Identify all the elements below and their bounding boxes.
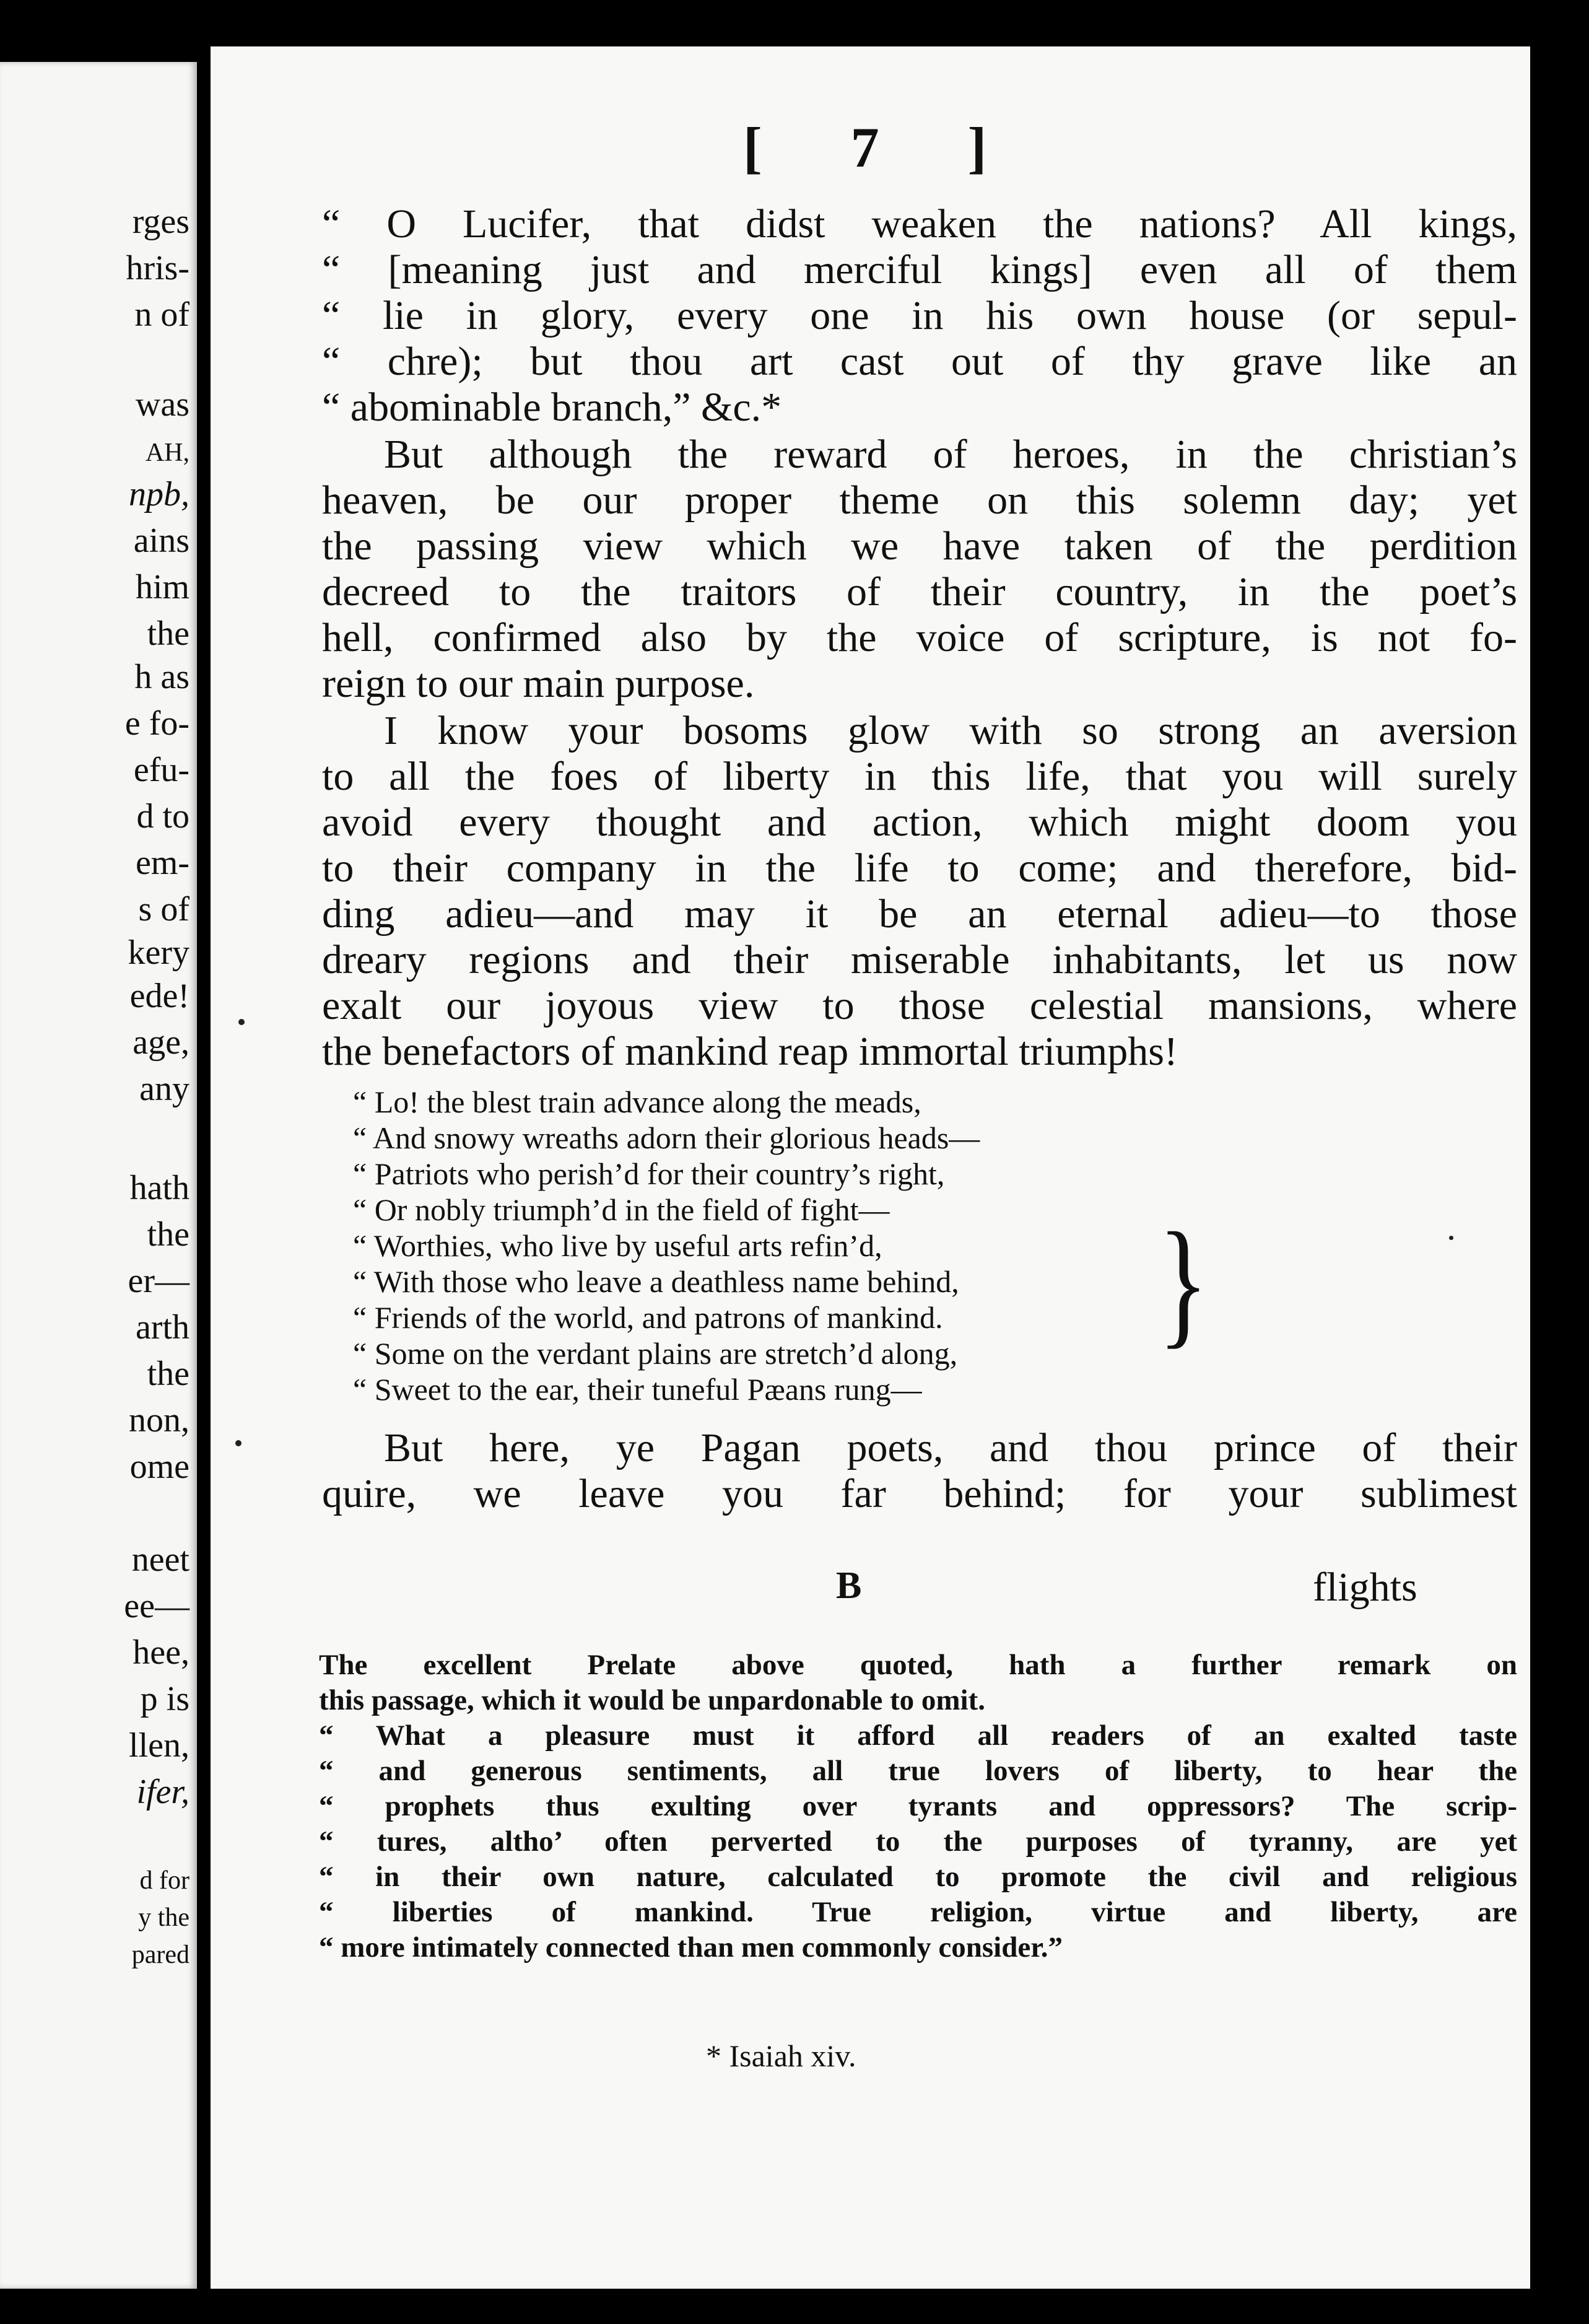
note-line: “ and generous sentiments, all true lovers of liberty, to hear the [319, 1755, 1517, 1787]
paragraph-line: dreary regions and their miserable inhabitants, let us now [322, 937, 1517, 982]
left-fragment: ifer, [136, 1773, 189, 1811]
note-line: The excellent Prelate above quoted, hath a further remark on [319, 1649, 1517, 1681]
left-fragment: kery [128, 933, 189, 972]
left-fragment: non, [129, 1401, 189, 1439]
poem-line: “ Sweet to the ear, their tuneful Pæans rung— [353, 1372, 922, 1407]
left-fragment: him [135, 568, 189, 606]
left-fragment: pared [131, 1941, 189, 1969]
catchword: flights [1313, 1565, 1417, 1610]
quote-line: “ O Lucifer, that didst weaken the nations? All kings, [322, 201, 1517, 247]
paragraph-line: hell, confirmed also by the voice of scripture, is not fo- [322, 615, 1517, 660]
poem-line: “ Patriots who perish’d for their country’s right, [353, 1156, 945, 1191]
left-fragment: the [147, 1355, 189, 1393]
paragraph-line: But although the reward of heroes, in the christian’s [384, 432, 1517, 477]
left-fragment: neet [131, 1540, 189, 1579]
left-fragment: was [135, 385, 189, 424]
left-fragment: hris- [126, 249, 189, 287]
paragraph-line: ding adieu—and may it be an eternal adieu—to those [322, 891, 1517, 937]
left-fragment: any [139, 1070, 189, 1108]
paragraph-line: quire, we leave you far behind; for your sublimest [322, 1471, 1517, 1516]
paragraph-line: exalt our joyous view to those celestial mansions, where [322, 983, 1517, 1028]
left-fragment: arth [135, 1308, 189, 1347]
left-fragment: s of [138, 890, 189, 928]
note-line: “ more intimately connected than men commonly consider.” [319, 1931, 1063, 1964]
left-fragment: age, [133, 1023, 189, 1062]
paragraph-line: I know your bosoms glow with so strong an aversion [384, 708, 1517, 753]
paragraph-line: the benefactors of mankind reap immortal triumphs! [322, 1029, 1178, 1074]
left-fragment: efu- [133, 751, 189, 789]
poem-line: “ Friends of the world, and patrons of mankind. [353, 1300, 943, 1335]
facing-page-fragment [0, 62, 197, 2289]
left-fragment: h as [134, 658, 189, 696]
document-page [211, 46, 1530, 2289]
paragraph-line: the passing view which we have taken of the perdition [322, 523, 1517, 569]
poem-line: “ With those who leave a deathless name behind, [353, 1264, 959, 1299]
paragraph-line: avoid every thought and action, which might doom you [322, 800, 1517, 845]
paragraph-line: to all the foes of liberty in this life, that you will surely [322, 754, 1517, 799]
paragraph-line: But here, ye Pagan poets, and thou prince of their [384, 1425, 1517, 1470]
left-fragment: y the [138, 1903, 189, 1932]
ink-speck [235, 1440, 242, 1446]
quote-line: “ lie in glory, every one in his own house (or sepul- [322, 293, 1517, 338]
note-line: “ tures, altho’ often perverted to the purposes of tyranny, are yet [319, 1825, 1517, 1858]
note-line: “ in their own nature, calculated to promote the civil and religious [319, 1861, 1517, 1893]
left-fragment: npb, [129, 475, 189, 513]
left-fragment: ome [129, 1448, 189, 1486]
left-fragment: AH, [145, 439, 189, 467]
page-number: [ 7 ] [743, 116, 1024, 179]
poem-line: “ Lo! the blest train advance along the meads, [353, 1085, 921, 1119]
left-fragment: hee, [133, 1633, 189, 1672]
footnote: * Isaiah xiv. [706, 2038, 856, 2073]
quote-line: “ abominable branch,” &c.* [322, 385, 782, 430]
note-line: this passage, which it would be unpardonable to omit. [319, 1684, 985, 1716]
triplet-brace: } [1158, 1204, 1209, 1361]
left-fragment: er— [128, 1262, 189, 1300]
paragraph-line: heaven, be our proper theme on this solemn day; yet [322, 478, 1517, 523]
left-fragment: p is [140, 1680, 189, 1718]
ink-speck [238, 1019, 245, 1025]
note-line: “ What a pleasure must it afford all readers of an exalted taste [319, 1719, 1517, 1752]
paragraph-line: to their company in the life to come; and therefore, bid- [322, 845, 1517, 891]
left-fragment: the [147, 1215, 189, 1254]
left-fragment: the [147, 614, 189, 653]
paragraph-line: decreed to the traitors of their country, in the poet’s [322, 569, 1517, 614]
poem-line: “ Or nobly triumph’d in the field of fight— [353, 1192, 890, 1227]
paragraph-line: reign to our main purpose. [322, 661, 755, 706]
left-fragment: llen, [129, 1726, 189, 1765]
quote-line: “ [meaning just and merciful kings] even all of them [322, 247, 1517, 292]
left-fragment: ede! [129, 977, 189, 1015]
left-fragment: e fo- [124, 704, 189, 743]
left-fragment: d to [136, 797, 189, 836]
left-fragment: d for [139, 1866, 189, 1895]
signature-mark: B [836, 1565, 862, 1607]
quote-line: “ chre); but thou art cast out of thy grave like an [322, 339, 1517, 384]
poem-line: “ And snowy wreaths adorn their glorious heads— [353, 1120, 980, 1155]
left-fragment: n of [134, 295, 189, 334]
poem-line: “ Worthies, who live by useful arts refin’d, [353, 1228, 882, 1263]
left-fragment: ains [133, 522, 189, 560]
note-line: “ prophets thus exulting over tyrants and oppressors? The scrip- [319, 1790, 1517, 1822]
ink-speck [1449, 1236, 1453, 1240]
note-line: “ liberties of mankind. True religion, virtue and liberty, are [319, 1896, 1517, 1928]
left-fragment: rges [132, 203, 189, 241]
left-fragment: hath [129, 1169, 189, 1207]
left-fragment: em- [135, 844, 189, 882]
left-fragment: ee— [124, 1587, 189, 1625]
poem-line: “ Some on the verdant plains are stretch’d along, [353, 1336, 958, 1371]
